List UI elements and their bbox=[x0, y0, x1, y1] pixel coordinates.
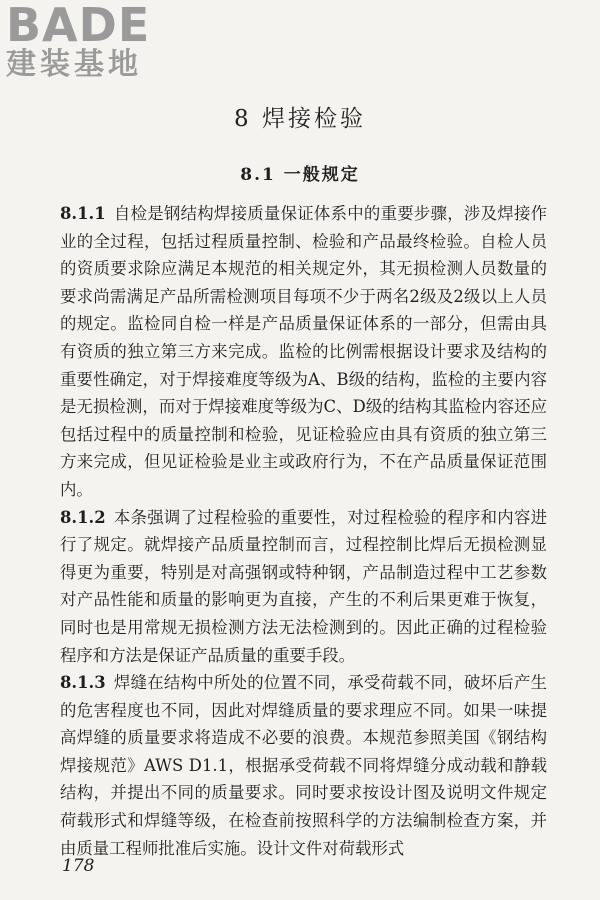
clause-text: 自检是钢结构焊接质量保证体系中的重要步骤，涉及焊接作业的全过程，包括过程质量控制、检验和产品最终检验。自检人员的资质要求除应满足本规范的相关规定外，其无损检测人员数量的要求尚需满足产品所需检测项目每项不少于两名2级及2级以上人员的规定。监检同自检一样是产品质量保证体系的一部分，但需由具有资质的独立第三方来完成。监检的比例需根据设计要求及结构的重要性确定，对于焊接难度等级为A、B级的结构，监检的主要内容是无损检测，而对于焊接难度等级为C、D级的结构其监检内容还应包括过程中的质量控制和检验，见证检验应由具有资质的独立第三方来完成，但见证检验是业主或政府行为，不在产品质量保证范围内。 bbox=[60, 204, 547, 499]
clause-paragraph bbox=[60, 669, 547, 862]
clause-number: 8.1.3 bbox=[60, 673, 106, 693]
chapter-title: 8 焊接检验 bbox=[234, 106, 366, 132]
watermark-brand: BADE bbox=[6, 0, 151, 52]
clause-paragraph bbox=[60, 200, 547, 504]
clause-paragraph bbox=[60, 504, 547, 670]
document-body bbox=[60, 200, 547, 862]
section-title: 8.1 一般规定 bbox=[240, 165, 360, 185]
clause-text: 本条强调了过程检验的重要性，对过程检验的程序和内容进行了规定。就焊接产品质量控制而言，过程控制比焊后无损检测显得更为重要，特别是对高强钢或特种钢，产品制造过程中工艺参数对产品性能和质量的影响更为直接，产生的不利后果更难于恢复，同时也是用常规无损检测方法无法检测到的。因此正确的过程检验程序和方法是保证产品质量的重要手段。 bbox=[60, 507, 547, 665]
watermark-logo bbox=[6, 2, 150, 82]
watermark-subtitle: 建装基地 bbox=[6, 47, 142, 82]
clause-number: 8.1.1 bbox=[60, 204, 106, 223]
clause-text: 焊缝在结构中所处的位置不同，承受荷载不同，破坏后产生的危害程度也不同，因此对焊缝质量的要求理应不同。如果一味提高焊缝的质量要求将造成不必要的浪费。本规范参照美国《钢结构焊接规范》AWS D1.1，根据承受荷载不同将焊缝分成动载和静载结构，并提出不同的质量要求。同时要求按设计图及说明文件规定荷载形式和焊缝等级，在检查前按照科学的方法编制检查方案，并由质量工程师批准后实施。设计文件对荷载形式 bbox=[60, 673, 547, 858]
clause-number: 8.1.2 bbox=[60, 507, 106, 527]
page-number: 178 bbox=[62, 856, 95, 876]
